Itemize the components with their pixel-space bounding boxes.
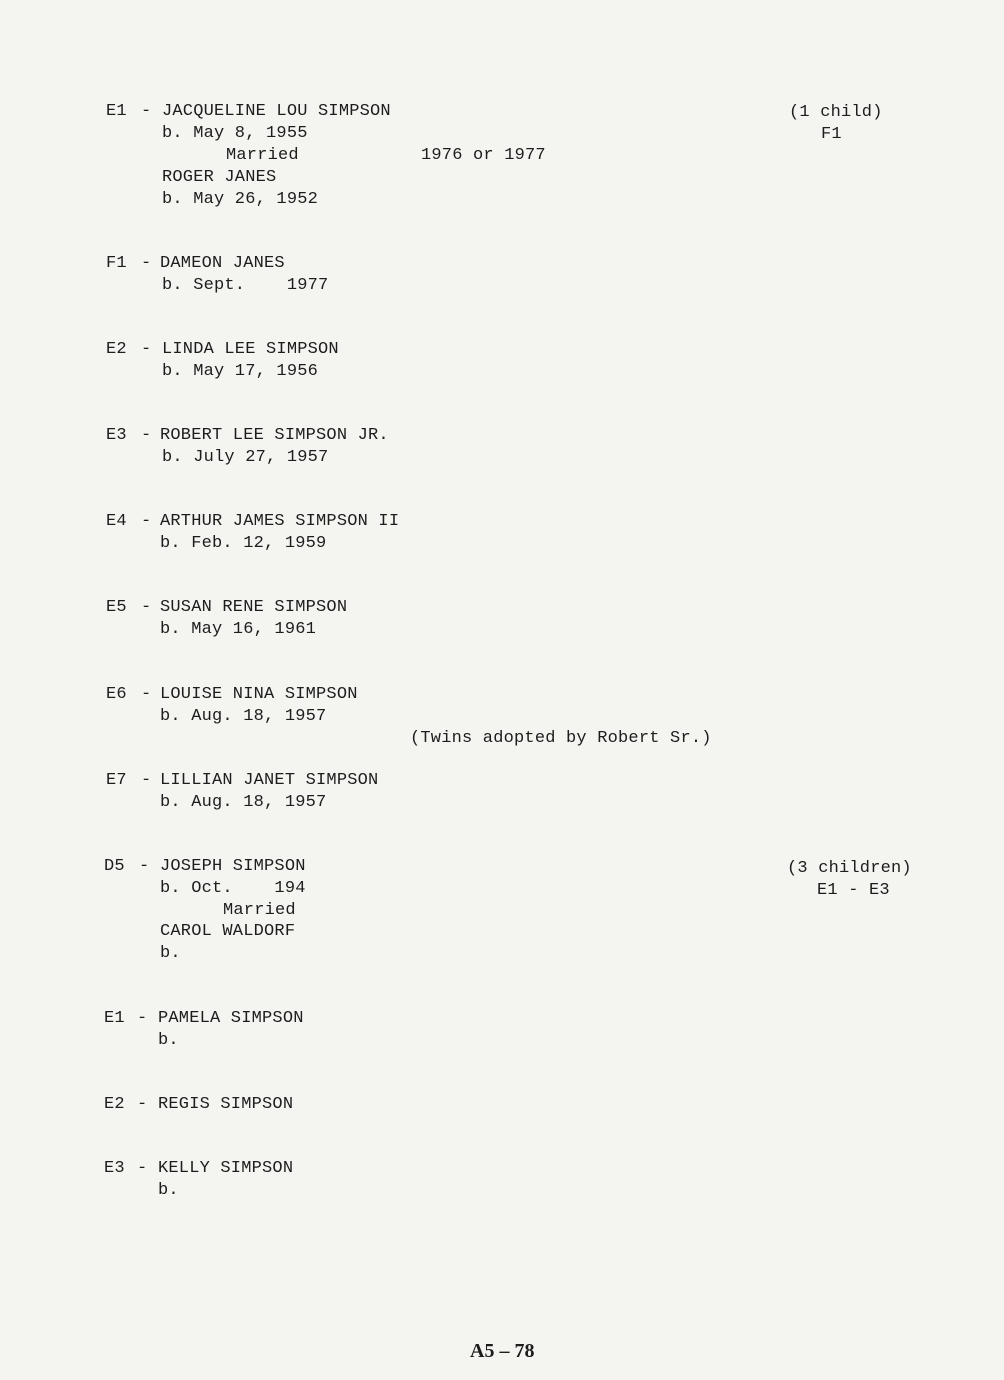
entry-birth: b. Aug. 18, 1957 [160,793,327,812]
entry-birth: b. Feb. 12, 1959 [160,534,327,553]
entry-code: E6 [106,685,127,704]
entry-name: KELLY SIMPSON [158,1159,294,1178]
entry-dash: - [141,512,152,531]
entry-name: LOUISE NINA SIMPSON [160,685,358,704]
entry-birth: b. Sept. 1977 [162,276,329,295]
children-note: (3 children) [787,859,912,878]
entry-dash: - [141,254,152,273]
entry-birth: b. Oct. 194 [160,879,306,898]
entry-name: ARTHUR JAMES SIMPSON II [160,512,400,531]
entry-code: D5 [104,857,125,876]
entry-dash: - [141,598,152,617]
entry-code: E7 [106,771,127,790]
entry-dash: - [137,1095,148,1114]
spouse-name: ROGER JANES [162,168,277,187]
entry-birth: b. Aug. 18, 1957 [160,707,327,726]
entry-code: E1 [106,102,127,121]
entry-married-label: Married [223,901,296,920]
entry-birth: b. May 17, 1956 [162,362,319,381]
entry-birth: b. May 8, 1955 [162,124,308,143]
spouse-birth: b. [160,944,181,963]
entry-name: LILLIAN JANET SIMPSON [160,771,379,790]
entry-name: DAMEON JANES [160,254,285,273]
entry-dash: - [137,1159,148,1178]
children-codes: E1 - E3 [817,881,890,900]
entry-married-date: 1976 or 1977 [421,146,546,165]
entry-code: E2 [106,340,127,359]
entry-birth: b. [158,1031,179,1050]
entry-name: LINDA LEE SIMPSON [162,340,339,359]
spouse-name: CAROL WALDORF [160,922,296,941]
entry-code: E3 [104,1159,125,1178]
entry-dash: - [139,857,150,876]
children-note: (1 child) [789,103,883,122]
entry-dash: - [141,426,152,445]
entry-dash: - [141,340,152,359]
entry-name: ROBERT LEE SIMPSON JR. [160,426,389,445]
entry-dash: - [137,1009,148,1028]
entry-name: JOSEPH SIMPSON [160,857,306,876]
entry-dash: - [141,685,152,704]
entry-name: SUSAN RENE SIMPSON [160,598,348,617]
entry-code: E4 [106,512,127,531]
entry-code: E5 [106,598,127,617]
entry-dash: - [141,102,152,121]
entry-married-label: Married [226,146,299,165]
entry-name: JACQUELINE LOU SIMPSON [162,102,391,121]
twins-note: (Twins adopted by Robert Sr.) [410,729,712,748]
entry-name: PAMELA SIMPSON [158,1009,304,1028]
entry-code: E2 [104,1095,125,1114]
entry-birth: b. [158,1181,179,1200]
children-codes: F1 [821,125,842,144]
entry-name: REGIS SIMPSON [158,1095,294,1114]
entry-birth: b. July 27, 1957 [162,448,329,467]
entry-code: E1 [104,1009,125,1028]
page-number: A5 – 78 [470,1340,535,1362]
entry-code: F1 [106,254,127,273]
entry-dash: - [141,771,152,790]
entry-birth: b. May 16, 1961 [160,620,317,639]
spouse-birth: b. May 26, 1952 [162,190,319,209]
entry-code: E3 [106,426,127,445]
